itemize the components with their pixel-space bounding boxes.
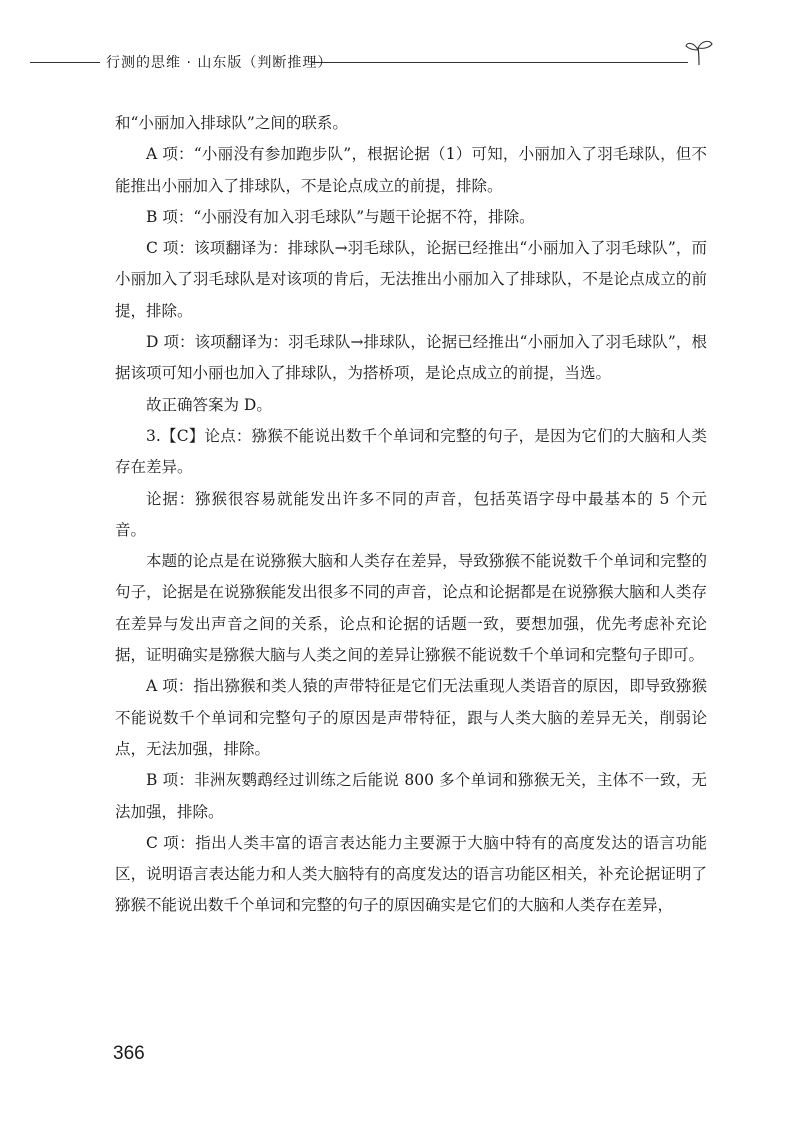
- paragraph-question-3-analysis: 本题的论点是在说猕猴大脑和人类存在差异，导致猕猴不能说数千个单词和完整的句子，论据是在说猕猴能发出很多不同的声音，论点和论据都是在说猕猴大脑和人类存在差异与发出声音之间的关系，论点和论据的话题一致，要想加强，优先考虑补充论据，证明确实是猕猴大脑与人类之间的差异让猕猴不能说数千个单词和完整句子即可。: [115, 552, 707, 665]
- paragraph-continuation: 和“小丽加入排球队”之间的联系。: [115, 114, 348, 132]
- header-rule-right: [312, 62, 688, 63]
- paragraph-option-b: B 项：“小丽没有加入羽毛球队”与题干论据不符，排除。: [146, 207, 535, 226]
- sprout-icon: [684, 38, 714, 66]
- paragraph-q3-option-b: B 项：非洲灰鹦鹉经过训练之后能说 800 多个单词和猕猴无关，主体不一致，无法加强，排除。: [115, 771, 707, 821]
- paragraph-option-a: A 项：“小丽没有参加跑步队”，根据论据（1）可知，小丽加入了羽毛球队，但不能推出小丽加入了排球队，不是论点成立的前提，排除。: [115, 145, 707, 195]
- paragraph-q3-option-a: A 项：指出猕猴和类人猿的声带特征是它们无法重现人类语音的原因，即导致猕猴不能说数千个单词和完整句子的原因是声带特征，跟与人类大脑的差异无关，削弱论点，无法加强，排除。: [115, 677, 707, 758]
- header-rule-left: [30, 62, 100, 63]
- paragraph-q3-option-c: C 项：指出人类丰富的语言表达能力主要源于大脑中特有的高度发达的语言功能区，说明语言表达能力和人类大脑特有的高度发达的语言功能区相关，补充论据证明了猕猴不能说出数千个单词和完整的句子的原因确实是它们的大脑和人类存在差异，: [115, 833, 707, 915]
- paragraph-question-3-claim: 3.【C】论点：猕猴不能说出数千个单词和完整的句子，是因为它们的大脑和人类存在差异。: [115, 426, 707, 477]
- page-body: [115, 108, 707, 922]
- paragraph-option-c: C 项：该项翻译为：排球队→羽毛球队，论据已经推出“小丽加入了羽毛球队”，而小丽加入了羽毛球队是对该项的肯后，无法推出小丽加入了排球队，不是论点成立的前提，排除。: [115, 239, 707, 320]
- paragraph-option-d: D 项：该项翻译为：羽毛球队→排球队，论据已经推出“小丽加入了羽毛球队”，根据该项可知小丽也加入了排球队，为搭桥项，是论点成立的前提，当选。: [115, 333, 707, 383]
- page-number: 366: [113, 1043, 145, 1064]
- paragraph-answer: 故正确答案为 D。: [146, 395, 272, 414]
- running-header: [0, 50, 800, 76]
- header-title: 行测的思维 · 山东版（判断推理）: [106, 55, 333, 71]
- paragraph-question-3-evidence: 论据：猕猴很容易就能发出许多不同的声音，包括英语字母中最基本的 5 个元音。: [115, 489, 707, 539]
